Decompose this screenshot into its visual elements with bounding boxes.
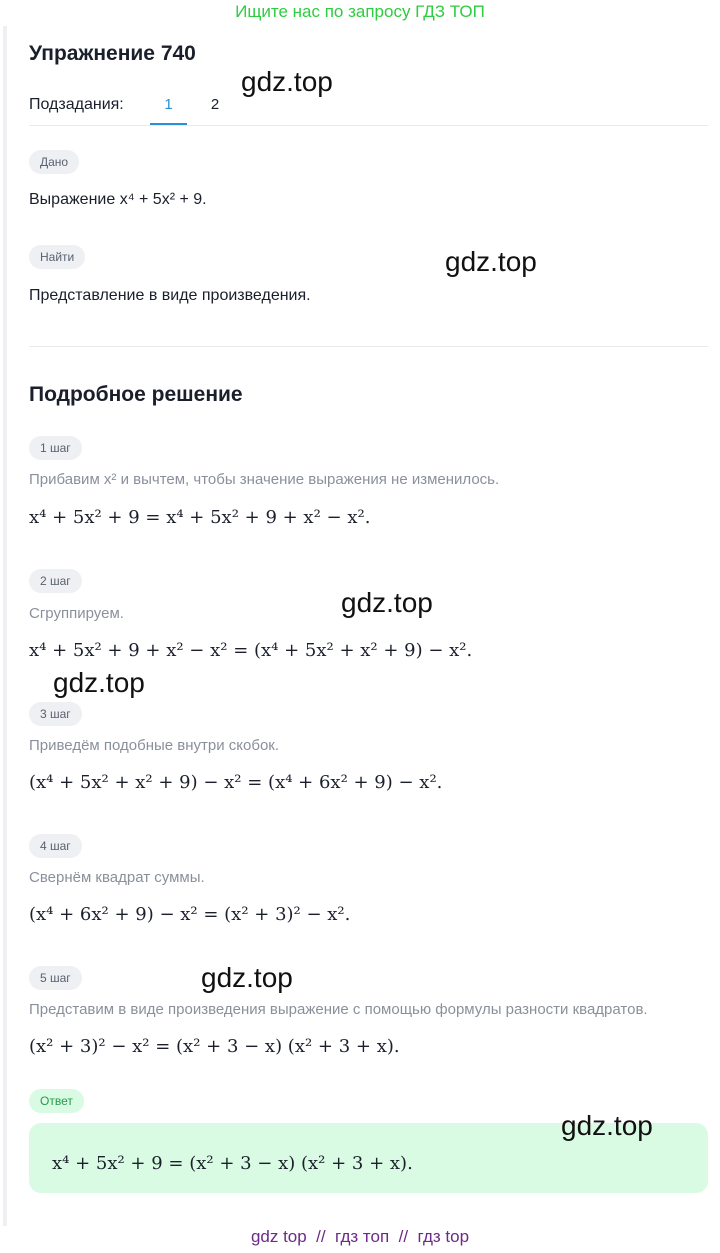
find-badge: Найти xyxy=(29,245,85,269)
footer-links[interactable]: gdz top // гдз топ // гдз top xyxy=(250,1227,470,1246)
step-2-badge: 2 шаг xyxy=(29,569,82,593)
step-4-hint: Свернём квадрат суммы. xyxy=(29,869,205,886)
tabs-divider xyxy=(29,125,708,126)
answer-formula: x⁴ + 5x² + 9 = (x² + 3 − x) (x² + 3 + x). xyxy=(52,1153,413,1174)
step-5-formula: (x² + 3)² − x² = (x² + 3 − x) (x² + 3 + x). xyxy=(29,1036,400,1057)
step-5-hint: Представим в виде произведения выражение с помощью формулы разности квадратов. xyxy=(29,1001,648,1018)
step-4-badge: 4 шаг xyxy=(29,834,82,858)
top-banner: Ищите нас по запросу ГДЗ ТОП xyxy=(235,2,485,21)
given-badge: Дано xyxy=(29,150,79,174)
step-2-formula: x⁴ + 5x² + 9 + x² − x² = (x⁴ + 5x² + x² + 9) − x². xyxy=(29,640,473,661)
watermark: gdz.top xyxy=(445,246,537,277)
answer-badge: Ответ xyxy=(29,1089,84,1113)
watermark: gdz.top xyxy=(241,66,333,97)
watermark: gdz.top xyxy=(341,587,433,618)
step-2-hint: Сгруппируем. xyxy=(29,605,124,622)
step-1-formula: x⁴ + 5x² + 9 = x⁴ + 5x² + 9 + x² − x². xyxy=(29,507,371,528)
solution-heading: Подробное решение xyxy=(29,383,243,406)
find-text: Представление в виде произведения. xyxy=(29,287,311,304)
step-1-badge: 1 шаг xyxy=(29,436,82,460)
exercise-title: Упражнение 740 xyxy=(29,42,196,65)
section-divider xyxy=(29,346,708,347)
watermark: gdz.top xyxy=(53,667,145,698)
step-1-hint: Прибавим x² и вычтем, чтобы значение выражения не изменилось. xyxy=(29,471,500,488)
watermark: gdz.top xyxy=(561,1110,653,1141)
subtask-tab-1[interactable]: 1 xyxy=(164,96,173,113)
subtasks-label: Подзадания: xyxy=(29,96,124,113)
watermark: gdz.top xyxy=(201,962,293,993)
subtask-tab-2[interactable]: 2 xyxy=(210,96,220,113)
step-3-hint: Приведём подобные внутри скобок. xyxy=(29,737,280,754)
step-4-formula: (x⁴ + 6x² + 9) − x² = (x² + 3)² − x². xyxy=(29,904,351,925)
step-3-badge: 3 шаг xyxy=(29,702,82,726)
given-text: Выражение x⁴ + 5x² + 9. xyxy=(29,191,207,208)
step-5-badge: 5 шаг xyxy=(29,966,82,990)
step-3-formula: (x⁴ + 5x² + x² + 9) − x² = (x⁴ + 6x² + 9) − x². xyxy=(29,772,443,793)
